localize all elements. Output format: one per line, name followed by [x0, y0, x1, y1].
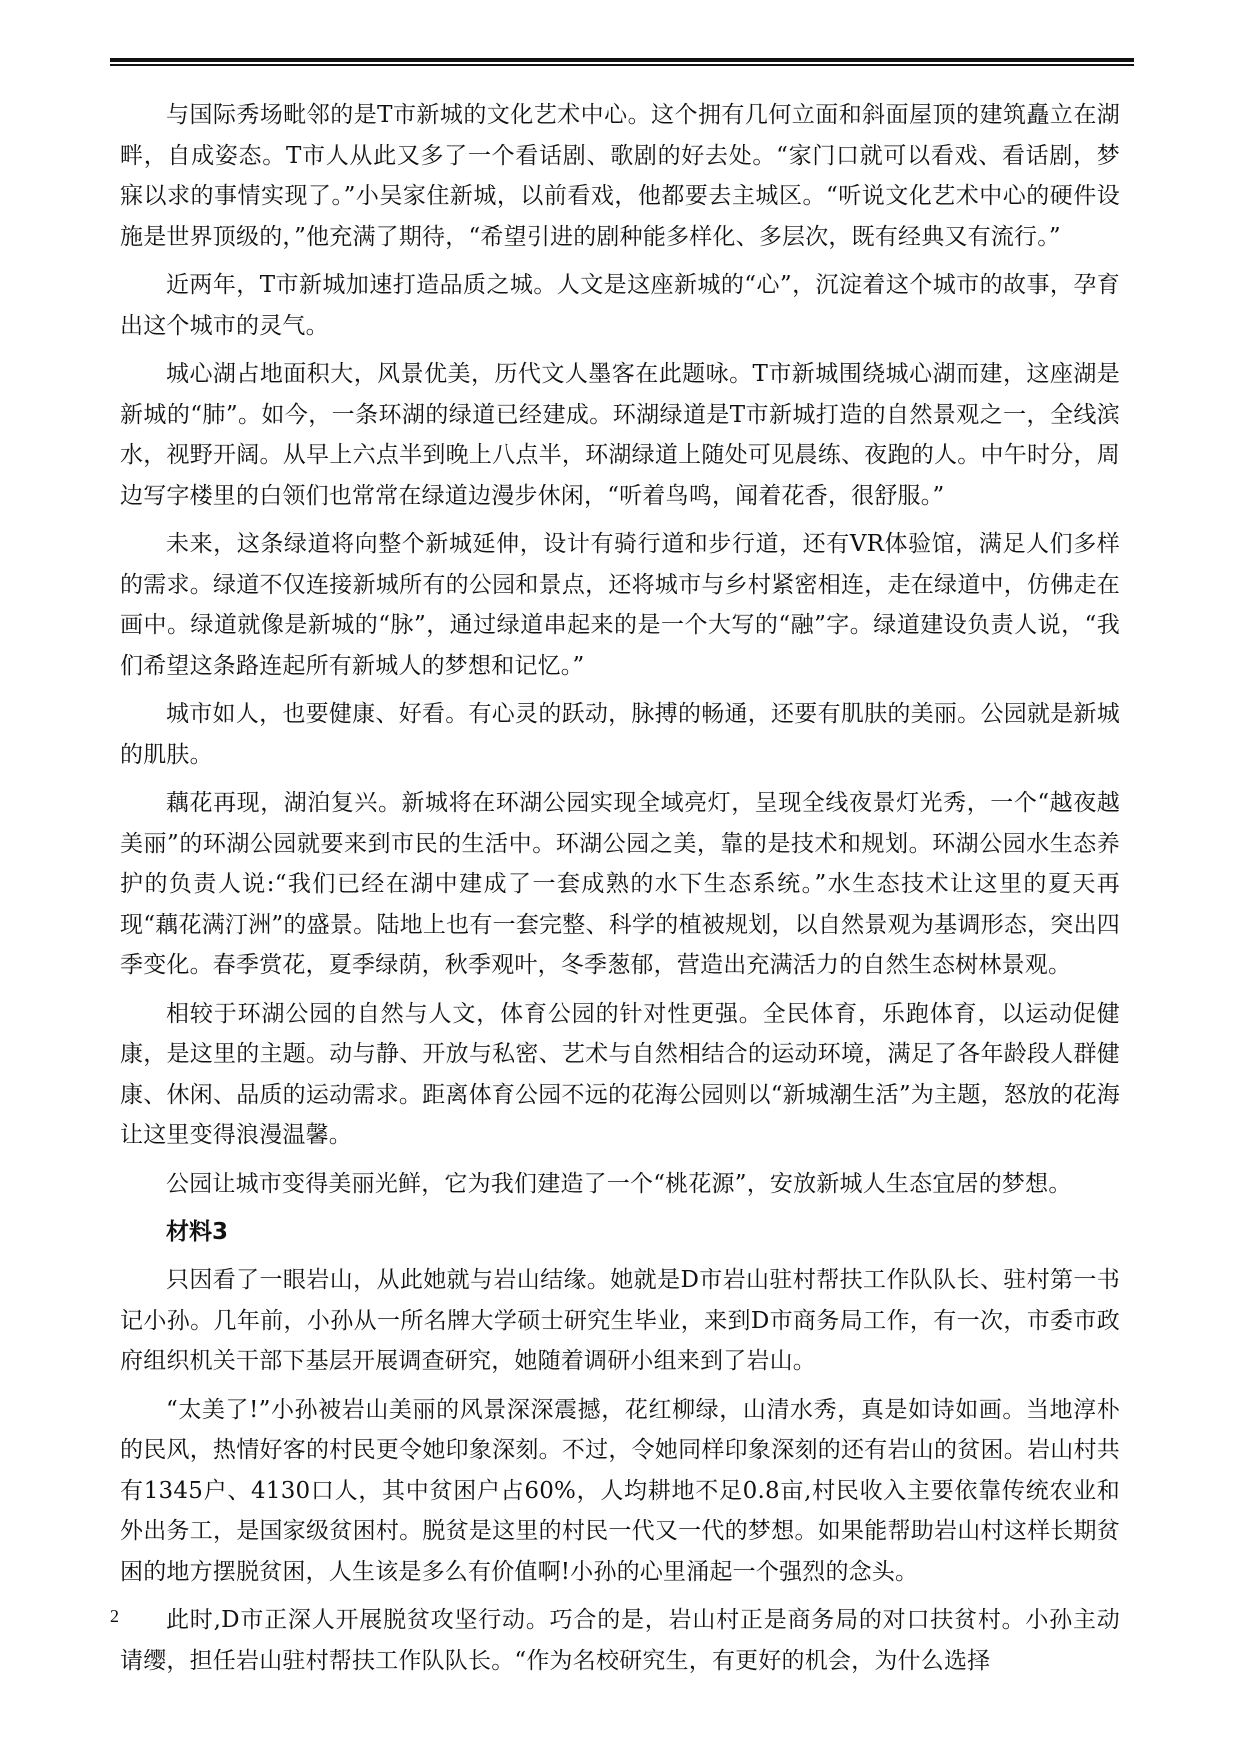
paragraph: 藕花再现，湖泊复兴。新城将在环湖公园实现全域亮灯，呈现全线夜景灯光秀，一个“越夜越美丽”的环湖公园就要来到市民的生活中。环湖公园之美，靠的是技术和规划。环湖公园水生态养护的负责人说:“我们已经在湖中建成了一套成熟的水下生态系统。”水生态技术让这里的夏天再现“藕花满汀洲”的盛景。陆地上也有一套完整、科学的植被规划，以自然景观为基调形态，突出四季变化。春季赏花，夏季绿荫，秋季观叶，冬季葱郁，营造出充满活力的自然生态树林景观。: [120, 790, 1120, 978]
header-double-rule: [110, 58, 1134, 66]
paragraph: 城心湖占地面积大，风景优美，历代文人墨客在此题咏。T市新城围绕城心湖而建，这座湖是新城的“肺”。如今，一条环湖的绿道已经建成。环湖绿道是T市新城打造的自然景观之一，全线滨水，视野开阔。从早上六点半到晚上八点半，环湖绿道上随处可见晨练、夜跑的人。中午时分，周边写字楼里的白领们也常常在绿道边漫步休闲，“听着鸟鸣，闻着花香，很舒服。”: [120, 361, 1120, 509]
page-number: 2: [110, 1606, 119, 1626]
paragraph: 公园让城市变得美丽光鲜，它为我们建造了一个“桃花源”，安放新城人生态宜居的梦想。: [166, 1170, 1072, 1197]
document-body: [120, 95, 1120, 1689]
paragraph: 只因看了一眼岩山，从此她就与岩山结缘。她就是D市岩山驻村帮扶工作队队长、驻村第一书记小孙。几年前，小孙从一所名牌大学硕士研究生毕业，来到D市商务局工作，有一次，市委市政府组织机关干部下基层开展调查研究，她随着调研小组来到了岩山。: [120, 1267, 1120, 1374]
paragraph: 相较于环湖公园的自然与人文，体育公园的针对性更强。全民体育，乐跑体育，以运动促健康，是这里的主题。动与静、开放与私密、艺术与自然相结合的运动环境，满足了各年龄段人群健康、休闲、品质的运动需求。距离体育公园不远的花海公园则以“新城潮生活”为主题，怒放的花海让这里变得浪漫温馨。: [120, 1000, 1120, 1148]
paragraph: 与国际秀场毗邻的是T市新城的文化艺术中心。这个拥有几何立面和斜面屋顶的建筑矗立在湖畔，自成姿态。T市人从此又多了一个看话剧、歌剧的好去处。“家门口就可以看戏、看话剧，梦寐以求的事情实现了。”小吴家住新城，以前看戏，他都要去主城区。“听说文化艺术中心的硬件设施是世界顶级的，”他充满了期待，“希望引进的剧种能多样化、多层次，既有经典又有流行。”: [120, 102, 1120, 250]
paragraph: 此时,D市正深人开展脱贫攻坚行动。巧合的是，岩山村正是商务局的对口扶贫村。小孙主动请缨，担任岩山驻村帮扶工作队队长。“作为名校研究生，有更好的机会，为什么选择: [120, 1607, 1120, 1674]
paragraph: 未来，这条绿道将向整个新城延伸，设计有骑行道和步行道，还有VR体验馆，满足人们多样的需求。绿道不仅连接新城所有的公园和景点，还将城市与乡村紧密相连，走在绿道中，仿佛走在画中。绿道就像是新城的“脉”，通过绿道串起来的是一个大写的“融”字。绿道建设负责人说，“我们希望这条路连起所有新城人的梦想和记忆。”: [120, 531, 1120, 679]
header-rule-thin-line: [110, 64, 1134, 66]
paragraph: “太美了!”小孙被岩山美丽的风景深深震撼，花红柳绿，山清水秀，真是如诗如画。当地淳朴的民风，热情好客的村民更令她印象深刻。不过，令她同样印象深刻的还有岩山的贫困。岩山村共有1345户、4130口人，其中贫困户占60%，人均耕地不足0.8亩,村民收入主要依靠传统农业和外出务工，是国家级贫困村。脱贫是这里的村民一代又一代的梦想。如果能帮助岩山村这样长期贫困的地方摆脱贫困，人生该是多么有价值啊!小孙的心里涌起一个强烈的念头。: [120, 1396, 1120, 1585]
header-rule-thick-line: [110, 58, 1134, 62]
paragraph: 城市如人，也要健康、好看。有心灵的跃动，脉搏的畅通，还要有肌肤的美丽。公园就是新城的肌肤。: [120, 701, 1120, 768]
paragraph: 近两年，T市新城加速打造品质之城。人文是这座新城的“心”，沉淀着这个城市的故事，孕育出这个城市的灵气。: [120, 272, 1120, 339]
section-heading: 材料3: [166, 1219, 229, 1245]
